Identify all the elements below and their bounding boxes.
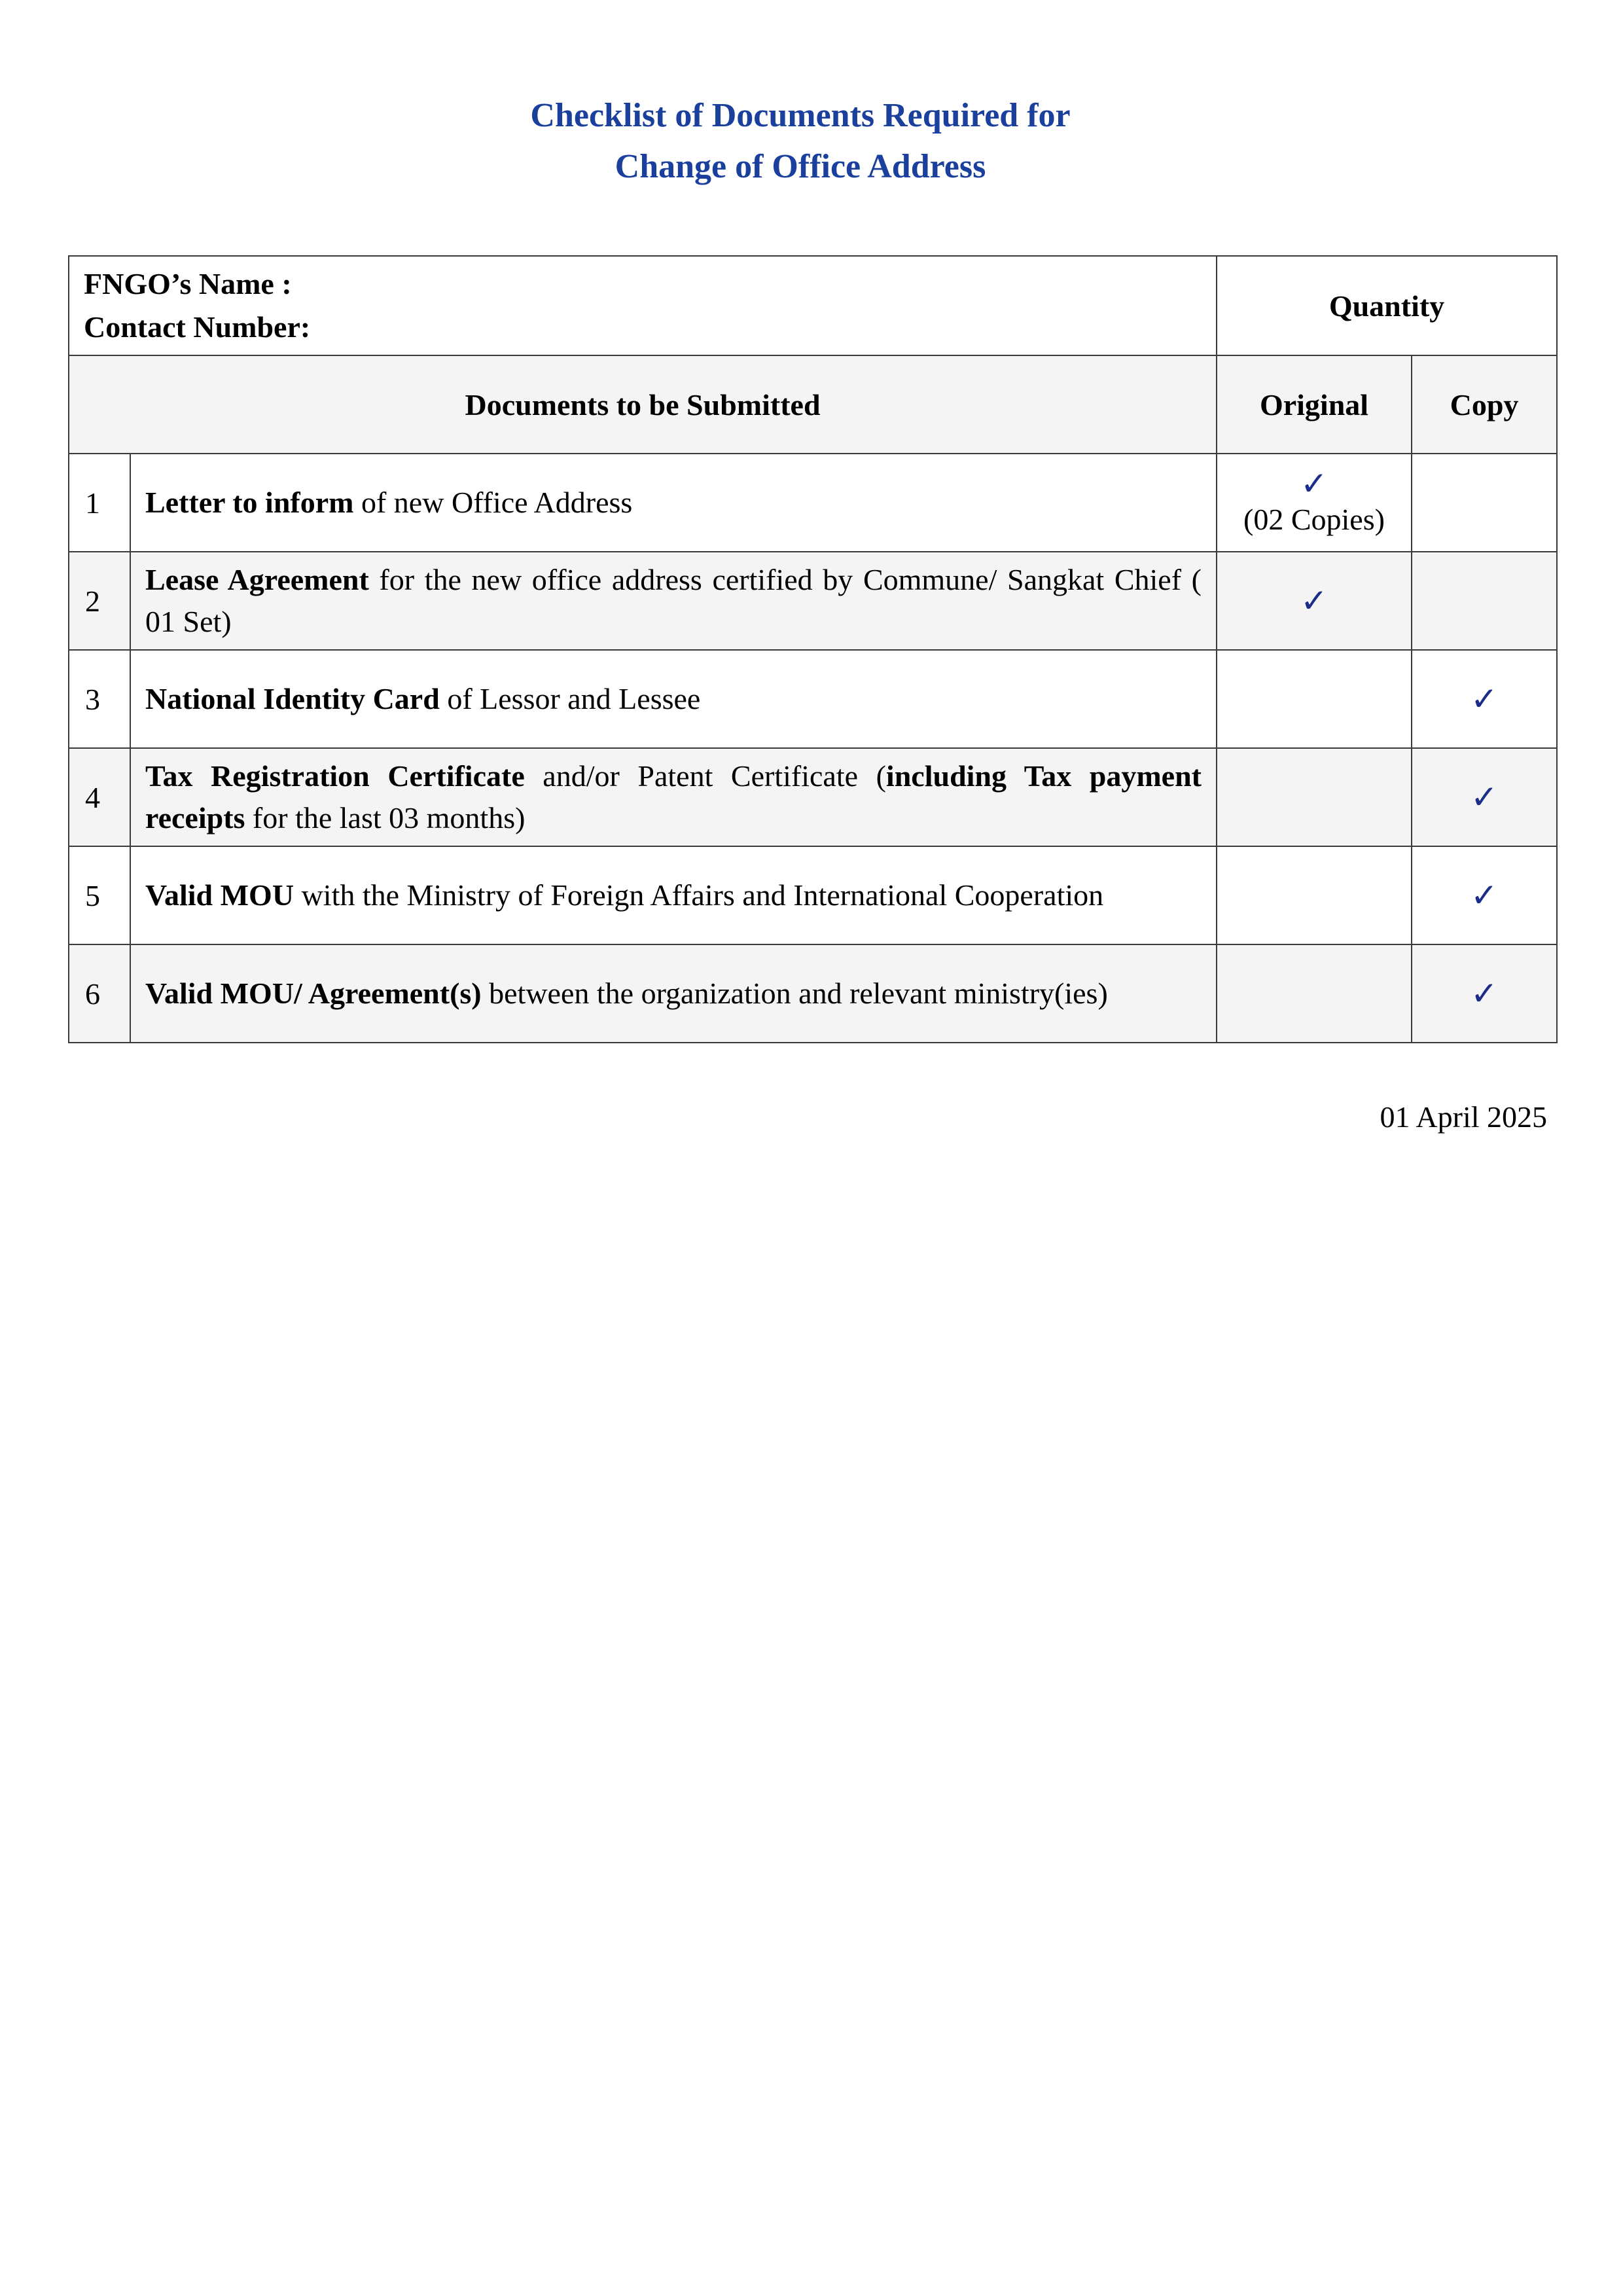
document-date: 01 April 2025 [1380, 1100, 1547, 1134]
fngo-info-cell [69, 256, 1217, 355]
row-copy-cell [1412, 454, 1557, 552]
fngo-name-label: FNGO’s Name : [84, 267, 292, 300]
row-number: 5 [69, 846, 130, 944]
row-copy-cell [1412, 846, 1557, 944]
row-description [130, 650, 1217, 748]
row-original-cell [1217, 454, 1412, 552]
row-description-bold: Valid MOU/ Agreement(s) [145, 977, 482, 1010]
row-copy-cell [1412, 650, 1557, 748]
page-title [0, 90, 1601, 192]
row-description [130, 748, 1217, 846]
row-description-text: between the organization and relevant ministry(ies) [481, 977, 1108, 1010]
row-description-bold: National Identity Card [145, 682, 440, 715]
row-number: 3 [69, 650, 130, 748]
row-number: 6 [69, 944, 130, 1043]
row-description-text: for the new office address certified by Commune/ Sangkat Chief ( 01 Set) [145, 563, 1202, 638]
row-copy-cell [1412, 552, 1557, 650]
checkmark-icon: ✓ [1471, 975, 1498, 1012]
row-number: 1 [69, 454, 130, 552]
checkmark-icon: ✓ [1300, 583, 1328, 619]
row-description-text: of Lessor and Lessee [439, 682, 701, 715]
row-original-cell [1217, 846, 1412, 944]
row-number: 4 [69, 748, 130, 846]
table-row [69, 552, 1557, 650]
row-description-bold: Tax Registration Certificate [145, 759, 525, 793]
row-description-bold: Valid MOU [145, 878, 294, 912]
row-description-text: with the Ministry of Foreign Affairs and International Cooperation [294, 878, 1104, 912]
table-row [69, 454, 1557, 552]
table-row [69, 748, 1557, 846]
original-header: Original [1217, 355, 1412, 454]
documents-header: Documents to be Submitted [69, 355, 1217, 454]
copy-header: Copy [1412, 355, 1557, 454]
row-description-bold-2: including Tax payment receipts [145, 759, 1202, 834]
row-number: 2 [69, 552, 130, 650]
row-description [130, 944, 1217, 1043]
title-line-1: Checklist of Documents Required for [530, 97, 1071, 134]
row-description-bold: Lease Agreement [145, 563, 369, 596]
table-row [69, 846, 1557, 944]
quantity-header: Quantity [1217, 256, 1557, 355]
row-original-cell [1217, 552, 1412, 650]
row-description-text-2: for the last 03 months) [245, 801, 526, 834]
checkmark-icon: ✓ [1471, 681, 1498, 717]
document-checklist-table [68, 255, 1558, 1043]
checkmark-icon: ✓ [1471, 779, 1498, 816]
row-description [130, 846, 1217, 944]
row-copy-cell [1412, 748, 1557, 846]
row-description-bold: Letter to inform [145, 486, 354, 519]
contact-number-label: Contact Number: [84, 310, 311, 344]
table-row [69, 944, 1557, 1043]
row-copy-cell [1412, 944, 1557, 1043]
table-header-row-info [69, 256, 1557, 355]
title-line-2: Change of Office Address [615, 148, 986, 185]
original-copies-note: (02 Copies) [1243, 503, 1385, 536]
row-original-cell [1217, 944, 1412, 1043]
table-row [69, 650, 1557, 748]
row-original-cell [1217, 748, 1412, 846]
checkmark-icon: ✓ [1300, 465, 1328, 502]
row-description [130, 454, 1217, 552]
row-description-text: of new Office Address [353, 486, 633, 519]
checkmark-icon: ✓ [1471, 877, 1498, 914]
table-header-row-columns [69, 355, 1557, 454]
row-description-text: and/or Patent Certificate ( [524, 759, 886, 793]
row-original-cell [1217, 650, 1412, 748]
row-description [130, 552, 1217, 650]
